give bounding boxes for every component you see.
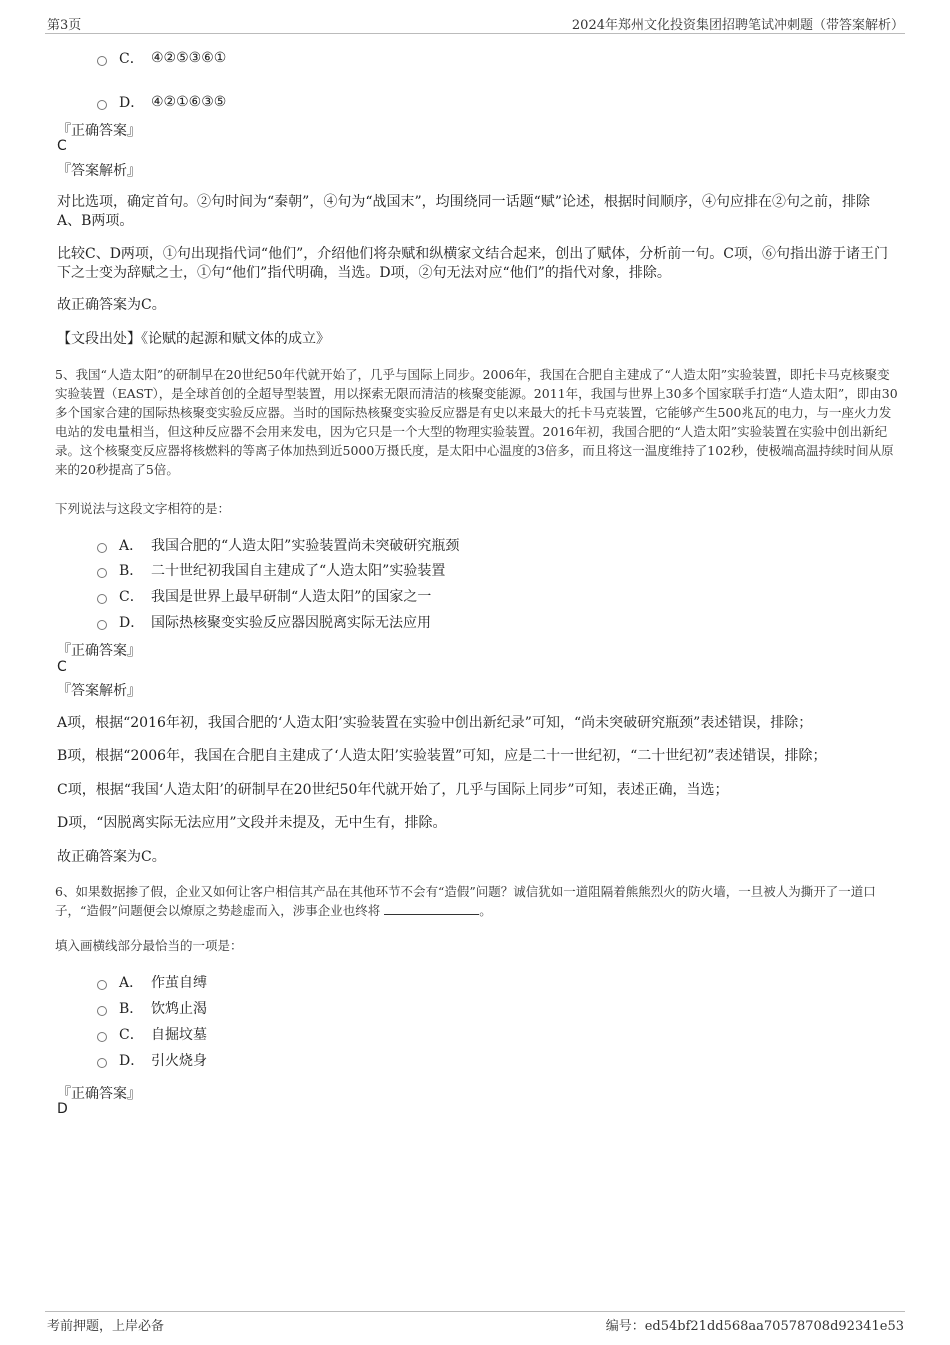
- q5-analysis-a: A项，根据“2016年初，我国合肥的‘人造太阳’实验装置在实验中创出新纪录”可知，“尚未突破研究瓶颈”表述错误，排除；: [57, 715, 813, 731]
- q5-option-a[interactable]: A． 我国合肥的“人造太阳”实验装置尚未突破研究瓶颈: [97, 535, 459, 555]
- q6-option-d[interactable]: D． 引火烧身: [97, 1050, 207, 1070]
- q6-answer-label: 『正确答案』: [57, 1086, 141, 1102]
- radio-icon[interactable]: [97, 568, 107, 578]
- q4-option-c[interactable]: C． ④②⑤③⑥①: [97, 48, 226, 68]
- radio-icon[interactable]: [97, 56, 107, 66]
- footer-divider: [45, 1311, 905, 1312]
- radio-icon[interactable]: [97, 620, 107, 630]
- radio-icon[interactable]: [97, 1058, 107, 1068]
- q6-option-b[interactable]: B． 饮鸩止渴: [97, 998, 207, 1018]
- q4-analysis-p3: 故正确答案为C。: [57, 297, 166, 313]
- radio-icon[interactable]: [97, 594, 107, 604]
- q5-answer-label: 『正确答案』: [57, 643, 141, 659]
- q5-prompt: 下列说法与这段文字相符的是：: [55, 501, 231, 516]
- q5-option-b[interactable]: B． 二十世纪初我国自主建成了“人造太阳”实验装置: [97, 560, 445, 580]
- q5-analysis-d: D项，“因脱离实际无法应用”文段并未提及，无中生有，排除。: [57, 815, 447, 831]
- header-divider: [45, 33, 905, 34]
- q5-analysis-conclusion: 故正确答案为C。: [57, 849, 166, 865]
- q5-stem: 5、我国“人造太阳”的研制早在20世纪50年代就开始了，几乎与国际上同步。2006年，我国在合肥自主建成了“人造太阳”实验装置，即托卡马克核聚变实验装置（EAST），是全球首创的全超导型装置，用以探索无限而清洁的核聚变能源。2011年，我国与世界上30多个国家联手打造“人造太阳”，即由30多个国家合建的国际热核聚变实验反应器。当时的国际热核聚变实验反应器是有史以来最大的托卡马克装置，它能够产生500兆瓦的电力，与一座火力发电站的发电量相当，但这种反应器不会用来发电，因为它只是一个大型的物理实验装置。2016年初，我国合肥的“人造太阳”实验装置在实验中创出新纪录。这个核聚变反应器将核燃料的等离子体加热到近5000万摄氏度，是太阳中心温度的3倍多，而且将这一温度维持了102秒，使极端高温持续时间从原来的20秒提高了5倍。: [55, 367, 898, 477]
- q4-answer: C: [57, 138, 67, 154]
- q6-option-c[interactable]: C． 自掘坟墓: [97, 1024, 207, 1044]
- q4-source: 【文段出处】《论赋的起源和赋文体的成立》: [57, 331, 330, 347]
- q4-option-d[interactable]: D． ④②①⑥③⑤: [97, 92, 226, 112]
- radio-icon[interactable]: [97, 980, 107, 990]
- q6-stem: 6、如果数据掺了假，企业又如何让客户相信其产品在其他环节不会有“造假”问题？诚信犹如一道阻隔着熊熊烈火的防火墙，一旦被人为撕开了一道口子，“造假”问题便会以燎原之势趁虚而入，涉事企业也终将 。: [55, 884, 876, 918]
- q5-analysis-label: 『答案解析』: [57, 683, 141, 699]
- document-id: 编号：ed54bf21dd568aa70578708d92341e53: [605, 1319, 904, 1334]
- q4-analysis-p1: 对比选项，确定首句。②句时间为“秦朝”，④句为“战国末”，均围绕同一话题“赋”论述，根据时间顺序，④句应排在②句之前，排除A、B两项。: [57, 194, 870, 229]
- q4-analysis-p2: 比较C、D两项，①句出现指代词“他们”，介绍他们将杂赋和纵横家文结合起来，创出了赋体，分析前一句。C项，⑥句指出游于诸王门下之士变为辞赋之士，①句“他们”指代明确，当选。D项，②句无法对应“他们”的指代对象，排除。: [57, 246, 888, 281]
- radio-icon[interactable]: [97, 100, 107, 110]
- q5-analysis-c: C项，根据“我国‘人造太阳’的研制早在20世纪50年代就开始了，几乎与国际上同步”可知，表述正确，当选；: [57, 782, 729, 798]
- document-title: 2024年郑州文化投资集团招聘笔试冲刺题（带答案解析）: [571, 18, 904, 33]
- q6-answer: D: [57, 1101, 68, 1117]
- radio-icon[interactable]: [97, 1032, 107, 1042]
- q6-prompt: 填入画横线部分最恰当的一项是：: [55, 938, 243, 953]
- q4-analysis-label: 『答案解析』: [57, 163, 141, 179]
- q4-answer-label: 『正确答案』: [57, 123, 141, 139]
- q5-option-d[interactable]: D． 国际热核聚变实验反应器因脱离实际无法应用: [97, 612, 431, 632]
- q5-answer: C: [57, 659, 67, 675]
- footer-slogan: 考前押题，上岸必备: [47, 1319, 165, 1334]
- radio-icon[interactable]: [97, 543, 107, 553]
- q5-analysis-b: B项，根据“2006年，我国在合肥自主建成了‘人造太阳’实验装置”可知，应是二十一世纪初，“二十世纪初”表述错误，排除；: [57, 748, 827, 764]
- fill-blank: [384, 902, 479, 915]
- q6-option-a[interactable]: A． 作茧自缚: [97, 972, 207, 992]
- radio-icon[interactable]: [97, 1006, 107, 1016]
- q5-option-c[interactable]: C． 我国是世界上最早研制“人造太阳”的国家之一: [97, 586, 431, 606]
- page-number: 第3页: [47, 18, 82, 33]
